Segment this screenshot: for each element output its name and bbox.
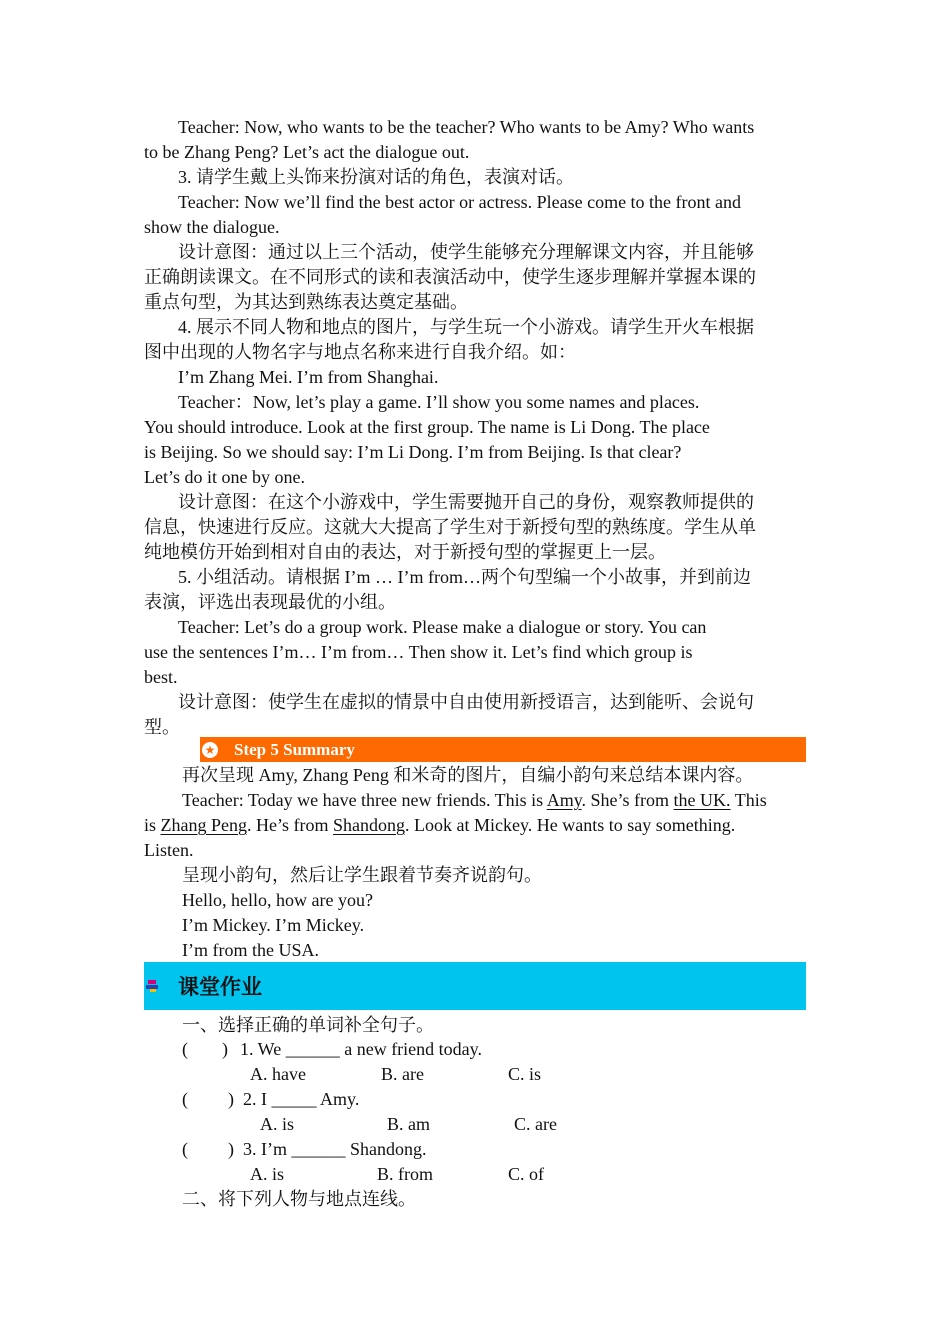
summary-teacher-line-2: is Zhang Peng. He’s from Shandong. Look at Mickey. He wants to say something. [144,815,736,835]
underlined-zhang-peng: Zhang Peng [160,815,247,835]
homework-header-bar [144,962,806,1010]
option-b: B. from [377,1164,433,1184]
option-a: A. have [250,1064,306,1084]
text-line: best. [144,667,178,687]
summary-teacher-line: Teacher: Today we have three new friends. This is Amy. She’s from the UK. This [182,790,767,810]
text-line: 正确朗读课文。在不同形式的读和表演活动中，使学生逐步理解并掌握本课的 [144,267,756,287]
text-line: to be Zhang Peng? Let’s act the dialogue out. [144,142,470,162]
text-line: 设计意图：通过以上三个活动，使学生能够充分理解课文内容，并且能够 [178,242,754,262]
text-line: Teacher：Now, let’s play a game. I’ll show you some names and places. [178,392,700,412]
text-line: Listen. [144,840,194,860]
question-paren-open: ( [182,1039,188,1059]
rhyme-line: I’m Mickey. I’m Mickey. [182,915,365,935]
text-line: Let’s do it one by one. [144,467,305,487]
question-paren-close: ) [228,1089,234,1109]
section-1-heading: 一、选择正确的单词补全句子。 [182,1015,434,1035]
step5-header-bar [200,737,806,762]
text-line: Teacher: Now, who wants to be the teacher? Who wants to be Amy? Who wants [178,117,755,137]
option-a: A. is [260,1114,295,1134]
summary-intro: 再次呈现 Amy, Zhang Peng 和米奇的图片，自编小韵句来总结本课内容。 [182,765,754,785]
text-line: 4. 展示不同人物和地点的图片，与学生玩一个小游戏。请学生开火车根据 [178,317,754,337]
text-line: Teacher: Let’s do a group work. Please make a dialogue or story. You can [178,617,707,637]
option-b: B. am [387,1114,430,1134]
text-line: You should introduce. Look at the first group. The name is Li Dong. The place [144,417,710,437]
question-paren-open: ( [182,1139,188,1159]
option-c: C. are [514,1114,557,1134]
text-line: Teacher: Now we’ll find the best actor or actress. Please come to the front and [178,192,742,212]
question-stem: 2. I _____ Amy. [243,1089,360,1109]
underlined-uk: the UK. [673,790,731,810]
text-line: show the dialogue. [144,217,280,237]
text-line: 型。 [144,717,180,737]
text-line: 表演，评选出表现最优的小组。 [144,592,396,612]
rhyme-line: I’m from the USA. [182,940,319,960]
text-line: 图中出现的人物名字与地点名称来进行自我介绍。如： [144,342,576,362]
rhyme-line: Hello, hello, how are you? [182,890,373,910]
book-stack-icon [146,979,160,993]
text-line: 纯地模仿开始到相对自由的表达，对于新授句型的掌握更上一层。 [144,542,666,562]
option-b: B. are [381,1064,424,1084]
underlined-amy: Amy [546,790,582,810]
section-2-heading: 二、将下列人物与地点连线。 [182,1189,416,1209]
question-paren-open: ( [182,1089,188,1109]
text-line: is Beijing. So we should say: I’m Li Dong. I’m from Beijing. Is that clear? [144,442,682,462]
option-c: C. is [508,1064,542,1084]
question-stem: 1. We ______ a new friend today. [240,1039,482,1059]
text-line: 3. 请学生戴上头饰来扮演对话的角色，表演对话。 [178,167,574,187]
text-line: 设计意图：使学生在虚拟的情景中自由使用新授语言，达到能听、会说句 [178,692,754,712]
text-line: I’m Zhang Mei. I’m from Shanghai. [178,367,439,387]
question-paren-close: ) [222,1039,228,1059]
star-circle-icon: ★ [202,742,218,758]
question-stem: 3. I’m ______ Shandong. [243,1139,427,1159]
homework-title: 课堂作业 [178,975,262,999]
option-a: A. is [250,1164,285,1184]
option-c: C. of [508,1164,544,1184]
text-line: use the sentences I’m… I’m from… Then show it. Let’s find which group is [144,642,693,662]
text-line: 设计意图：在这个小游戏中，学生需要抛开自己的身份，观察教师提供的 [178,492,754,512]
rhyme-intro: 呈现小韵句，然后让学生跟着节奏齐说韵句。 [182,865,542,885]
text-line: 重点句型，为其达到熟练表达奠定基础。 [144,292,468,312]
question-paren-close: ) [228,1139,234,1159]
step5-label: Step 5 Summary [234,739,355,759]
text-line: 5. 小组活动。请根据 I’m … I’m from…两个句型编一个小故事，并到前边 [178,567,751,587]
underlined-shandong: Shandong [332,815,405,835]
text-line: 信息，快速进行反应。这就大大提高了学生对于新授句型的熟练度。学生从单 [144,517,756,537]
